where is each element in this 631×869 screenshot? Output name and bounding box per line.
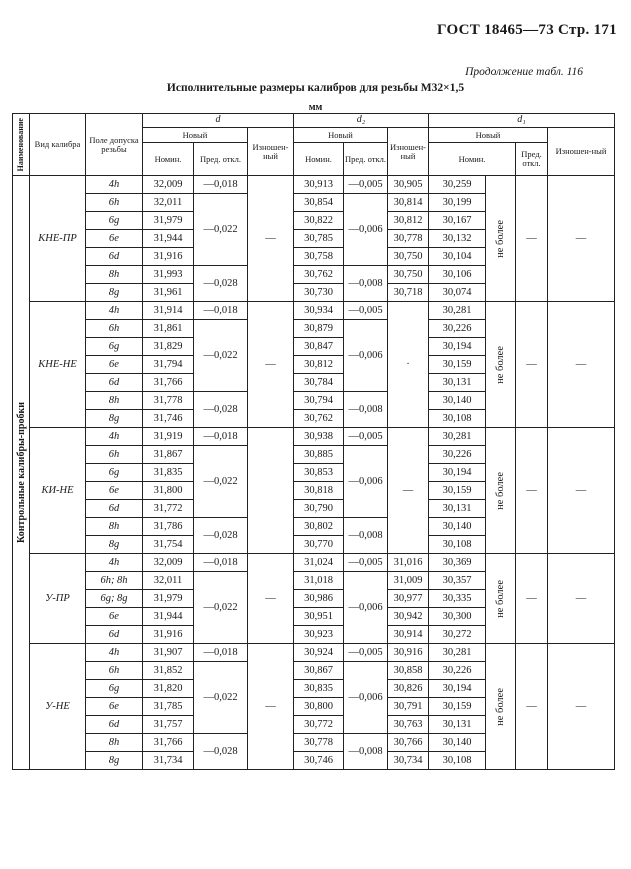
category-cell: Контрольные калибры-пробки [13, 176, 30, 770]
table-row: 8h 31,786 —0,028 30,802 —0,008 30,140 [13, 518, 615, 536]
col-header-d2-nomin: Номин. [294, 143, 344, 176]
table-row: КНЕ-НЕ 4h 31,914 —0,018 — 30,934 —0,005 · 30,281 не более — — [13, 302, 615, 320]
table-row: 8g 31,961 30,730 30,718 30,074 [13, 284, 615, 302]
table-row: 6d 31,766 30,784 30,131 [13, 374, 615, 392]
table-row: 8h 31,993 —0,028 30,762 —0,008 30,750 30,106 [13, 266, 615, 284]
table-row: 6e 31,794 30,812 30,159 [13, 356, 615, 374]
table-row: 6e 31,944 30,785 30,778 30,132 [13, 230, 615, 248]
table-row: 6d 31,757 30,772 30,763 30,131 [13, 716, 615, 734]
col-header-name: Наименование [13, 114, 30, 176]
col-header-d-new: Новый [143, 128, 248, 143]
col-header-d-pred: Пред. откл. [194, 143, 248, 176]
col-header-d2-new: Новый [294, 128, 388, 143]
group-name: У-ПР [30, 554, 86, 644]
col-header-d: d [143, 114, 294, 128]
table-row: 6h 32,011 —0,022 30,854 —0,006 30,814 30,199 [13, 194, 615, 212]
table-row: 6e 31,800 30,818 30,159 [13, 482, 615, 500]
table-row: 6h 31,867 —0,022 30,885 —0,006 30,226 [13, 446, 615, 464]
group-name: КНЕ-ПР [30, 176, 86, 302]
group-name: КНЕ-НЕ [30, 302, 86, 428]
calibre-dimensions-table [12, 113, 615, 770]
col-header-d2-pred: Пред. откл. [344, 143, 388, 176]
table-row: 8g 31,734 30,746 30,734 30,108 [13, 752, 615, 770]
table-row: 8g 31,754 30,770 30,108 [13, 536, 615, 554]
col-header-vid: Вид калибра [30, 114, 86, 176]
units-label: мм [308, 102, 323, 113]
gost-page-header: ГОСТ 18465—73 Стр. 171 [437, 22, 617, 38]
table-title: Исполнительные размеры калибров для резьбы М32×1,5 [166, 82, 465, 94]
col-header-d1: d₁ [429, 114, 615, 128]
table-row: 8h 31,778 —0,028 30,794 —0,008 30,140 [13, 392, 615, 410]
table-row: 6g 31,979 30,822 30,812 30,167 [13, 212, 615, 230]
table-row: 6d 31,916 30,923 30,914 30,272 [13, 626, 615, 644]
table-row: 8g 31,746 30,762 30,108 [13, 410, 615, 428]
table-row: 6d 31,772 30,790 30,131 [13, 500, 615, 518]
table-row: 6g 31,835 30,853 30,194 [13, 464, 615, 482]
table-row: У-ПР 4h 32,009 —0,018 — 31,024 —0,005 31,016 30,369 не более — — [13, 554, 615, 572]
col-header-d2: d₂ [294, 114, 429, 128]
col-header-d1-worn: Изношен-ный [548, 128, 615, 176]
col-header-d-worn: Изношен-ный [248, 128, 294, 176]
table-row: 6g 31,820 30,835 30,826 30,194 [13, 680, 615, 698]
table-row: 6e 31,785 30,800 30,791 30,159 [13, 698, 615, 716]
table-row: 6h; 8h 32,011 —0,022 31,018 —0,006 31,009 30,357 [13, 572, 615, 590]
col-header-d1-new: Новый [429, 128, 548, 143]
col-header-pole: Поле допуска резьбы [86, 114, 143, 176]
table-row: 6g 31,829 30,847 30,194 [13, 338, 615, 356]
col-header-d2-worn: Изношен-ный [388, 128, 429, 176]
table-row: Контрольные калибры-пробки КНЕ-ПР 4h 32,009 —0,018 — 30,913 —0,005 30,905 30,259 не более — — [13, 176, 615, 194]
table-row: 6e 31,944 30,951 30,942 30,300 [13, 608, 615, 626]
table-row: У-НЕ 4h 31,907 —0,018 — 30,924 —0,005 30,916 30,281 не более — — [13, 644, 615, 662]
table-row: 6d 31,916 30,758 30,750 30,104 [13, 248, 615, 266]
col-header-d1-pred: Пред. откл. [516, 143, 548, 176]
table-row: 6h 31,861 —0,022 30,879 —0,006 30,226 [13, 320, 615, 338]
table-row: 6g; 8g 31,979 30,986 30,977 30,335 [13, 590, 615, 608]
col-header-d-nomin: Номин. [143, 143, 194, 176]
group-name: У-НЕ [30, 644, 86, 770]
table-row: 6h 31,852 —0,022 30,867 —0,006 30,858 30,226 [13, 662, 615, 680]
table-row: 8h 31,766 —0,028 30,778 —0,008 30,766 30,140 [13, 734, 615, 752]
table-row: КИ-НЕ 4h 31,919 —0,018 30,938 —0,005 — 30,281 не более — — [13, 428, 615, 446]
col-header-d1-nomin: Номин. [429, 143, 516, 176]
table-continuation-note: Продолжение табл. 116 [465, 66, 583, 78]
group-name: КИ-НЕ [30, 428, 86, 554]
